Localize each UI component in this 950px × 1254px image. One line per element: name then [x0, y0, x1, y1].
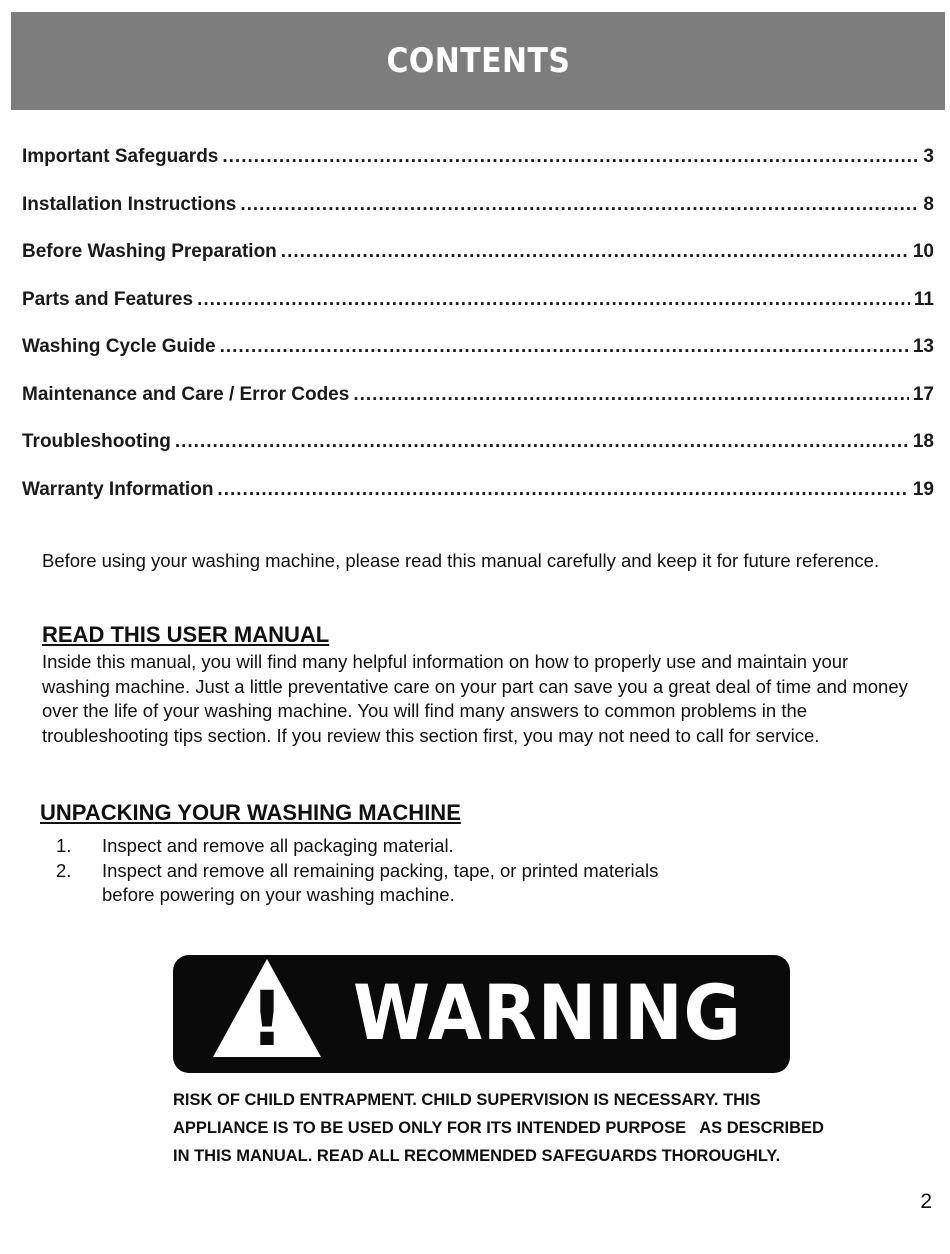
toc-leader-dots — [175, 431, 909, 453]
warning-text — [173, 1086, 873, 1170]
warning-label: WARNING — [353, 968, 742, 1057]
toc-entry-title: Maintenance and Care / Error Codes — [22, 383, 350, 405]
intro-paragraph: Before using your washing machine, please read this manual carefully and keep it for future reference. — [42, 550, 880, 571]
read-manual-heading: READ THIS USER MANUAL — [42, 622, 330, 647]
toc-entry-title: Important Safeguards — [22, 146, 219, 167]
toc-entry-page: 10 — [912, 241, 934, 262]
unpacking-heading: UNPACKING YOUR WASHING MACHINE — [40, 800, 461, 825]
step-text: Inspect and remove all packaging material. — [102, 835, 454, 856]
warning-line: APPLIANCE IS TO BE USED ONLY FOR ITS INTENDED PURPOSE AS DESCRIBED — [173, 1119, 824, 1137]
toc-entry[interactable] — [22, 241, 934, 289]
step-number: 2. — [56, 859, 72, 881]
warning-line: IN THIS MANUAL. READ ALL RECOMMENDED SAFEGUARDS THOROUGHLY. — [173, 1147, 781, 1165]
toc-leader-dots — [222, 146, 919, 168]
toc-entry-title: Warranty Information — [22, 478, 214, 500]
toc-entry[interactable] — [22, 431, 934, 479]
page-title: CONTENTS — [386, 41, 570, 81]
toc-leader-dots — [281, 241, 909, 263]
warning-banner — [173, 955, 790, 1073]
toc-leader-dots — [217, 479, 908, 501]
page-number: 2 — [920, 1190, 932, 1213]
toc-entry[interactable] — [22, 336, 934, 384]
toc-entry-title: Washing Cycle Guide — [22, 336, 216, 357]
toc-entry-title: Troubleshooting — [22, 431, 171, 452]
toc-entry[interactable] — [22, 146, 934, 194]
toc-leader-dots — [353, 384, 909, 406]
unpacking-steps — [42, 834, 662, 908]
toc-entry[interactable] — [22, 479, 934, 527]
list-item — [42, 859, 662, 908]
toc-entry-page: 13 — [912, 336, 934, 357]
table-of-contents — [22, 146, 934, 526]
toc-entry[interactable] — [22, 194, 934, 242]
warning-line: RISK OF CHILD ENTRAPMENT. CHILD SUPERVISION IS NECESSARY. THIS — [173, 1091, 761, 1109]
toc-leader-dots — [197, 289, 910, 311]
step-number: 1. — [56, 835, 72, 856]
toc-entry-title: Installation Instructions — [22, 193, 237, 215]
list-item — [42, 834, 662, 859]
step-text: Inspect and remove all remaining packing, tape, or printed materials before powering on your washing machine. — [102, 859, 659, 905]
toc-entry-page: 11 — [913, 288, 934, 310]
toc-entry-page: 17 — [912, 383, 934, 405]
toc-entry-page: 8 — [923, 193, 934, 215]
warning-triangle-icon — [211, 957, 323, 1059]
toc-entry[interactable] — [22, 289, 934, 337]
toc-entry-page: 3 — [923, 146, 934, 167]
warning-exclamation: ! — [249, 974, 285, 1059]
read-manual-body: Inside this manual, you will find many helpful information on how to properly use and maintain your washing machine. Just a little preventative care on your part can save you a great deal of time and money over the life of your washing machine. You will find many answers to common problems in the troubleshooting tips section. If you review this section first, you may not need to call for service. — [42, 651, 908, 746]
contents-header — [11, 12, 945, 110]
toc-leader-dots — [240, 194, 919, 216]
toc-entry-title: Before Washing Preparation — [22, 241, 277, 262]
toc-entry-page: 19 — [912, 478, 934, 500]
toc-entry-title: Parts and Features — [22, 288, 194, 310]
toc-entry-page: 18 — [912, 431, 934, 452]
toc-leader-dots — [220, 336, 909, 358]
toc-entry[interactable] — [22, 384, 934, 432]
